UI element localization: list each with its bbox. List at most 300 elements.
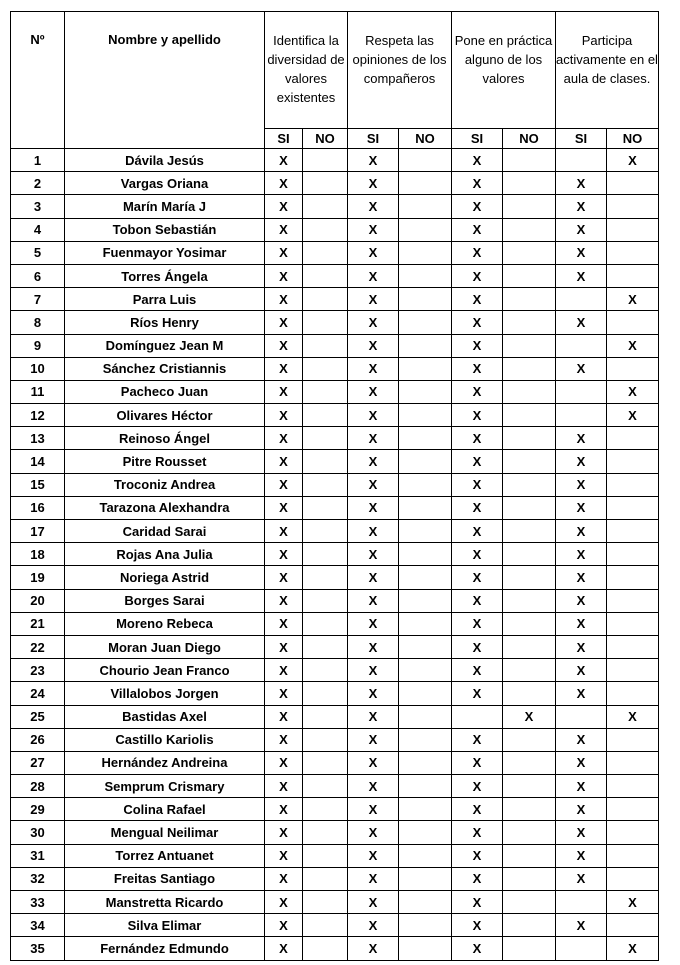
mark-si-cell: X — [348, 520, 399, 543]
mark-si-cell: X — [348, 937, 399, 960]
mark-si-cell: X — [265, 566, 303, 589]
table-row — [11, 450, 659, 473]
mark-si-cell: X — [348, 914, 399, 937]
mark-si-cell: X — [265, 334, 303, 357]
mark-si-cell: X — [452, 195, 503, 218]
table-row — [11, 659, 659, 682]
mark-si-cell: X — [265, 149, 303, 172]
mark-si-cell: X — [265, 751, 303, 774]
mark-no-cell: X — [607, 149, 659, 172]
student-name: Noriega Astrid — [65, 566, 265, 589]
mark-si-cell: X — [265, 195, 303, 218]
student-name: Fernández Edmundo — [65, 937, 265, 960]
mark-no-cell — [607, 867, 659, 890]
student-name: Borges Sarai — [65, 589, 265, 612]
mark-si-cell: X — [556, 450, 607, 473]
mark-si-cell: X — [452, 427, 503, 450]
mark-si-cell: X — [348, 218, 399, 241]
mark-si-cell: X — [348, 867, 399, 890]
mark-si-cell — [556, 334, 607, 357]
mark-no-cell — [303, 264, 348, 287]
mark-no-cell — [399, 775, 452, 798]
mark-si-cell: X — [348, 264, 399, 287]
mark-si-cell: X — [452, 380, 503, 403]
row-number: 27 — [11, 751, 65, 774]
mark-si-cell: X — [265, 380, 303, 403]
mark-no-cell — [399, 311, 452, 334]
mark-si-cell: X — [452, 867, 503, 890]
row-number: 17 — [11, 520, 65, 543]
mark-no-cell — [503, 427, 556, 450]
mark-no-cell — [503, 288, 556, 311]
table-row — [11, 427, 659, 450]
mark-si-cell: X — [348, 682, 399, 705]
table-row — [11, 937, 659, 960]
row-number: 2 — [11, 172, 65, 195]
mark-no-cell — [303, 450, 348, 473]
mark-si-cell: X — [265, 427, 303, 450]
mark-no-cell — [503, 844, 556, 867]
mark-no-cell: X — [607, 937, 659, 960]
mark-no-cell — [607, 427, 659, 450]
mark-si-cell: X — [265, 589, 303, 612]
mark-si-cell: X — [348, 311, 399, 334]
mark-si-cell: X — [265, 635, 303, 658]
mark-no-cell: X — [607, 334, 659, 357]
mark-no-cell — [503, 218, 556, 241]
mark-no-cell — [399, 334, 452, 357]
mark-no-cell — [399, 218, 452, 241]
mark-si-cell: X — [348, 334, 399, 357]
mark-no-cell — [399, 705, 452, 728]
mark-si-cell: X — [556, 914, 607, 937]
mark-no-cell — [399, 520, 452, 543]
mark-si-cell — [556, 891, 607, 914]
mark-no-cell — [399, 635, 452, 658]
table-row — [11, 798, 659, 821]
mark-si-cell: X — [556, 589, 607, 612]
mark-si-cell: X — [452, 264, 503, 287]
mark-no-cell — [303, 241, 348, 264]
mark-si-cell: X — [348, 659, 399, 682]
student-name: Silva Elimar — [65, 914, 265, 937]
mark-si-cell: X — [265, 844, 303, 867]
mark-no-cell — [399, 450, 452, 473]
mark-no-cell — [399, 914, 452, 937]
student-name: Fuenmayor Yosimar — [65, 241, 265, 264]
mark-si-cell: X — [452, 450, 503, 473]
mark-si-cell: X — [556, 751, 607, 774]
table-row — [11, 195, 659, 218]
header-criterion-3: Pone en práctica alguno de los valores — [452, 12, 556, 129]
mark-si-cell: X — [556, 775, 607, 798]
mark-no-cell — [303, 543, 348, 566]
mark-si-cell: X — [348, 751, 399, 774]
student-name: Tobon Sebastián — [65, 218, 265, 241]
mark-no-cell — [399, 380, 452, 403]
student-name: Freitas Santiago — [65, 867, 265, 890]
student-name: Olivares Héctor — [65, 404, 265, 427]
table-row — [11, 821, 659, 844]
mark-si-cell: X — [452, 566, 503, 589]
mark-no-cell — [399, 867, 452, 890]
student-name: Dávila Jesús — [65, 149, 265, 172]
mark-si-cell: X — [265, 404, 303, 427]
mark-si-cell: X — [452, 751, 503, 774]
row-number: 12 — [11, 404, 65, 427]
table-row — [11, 404, 659, 427]
mark-si-cell: X — [348, 775, 399, 798]
row-number: 23 — [11, 659, 65, 682]
row-number: 1 — [11, 149, 65, 172]
mark-si-cell: X — [348, 844, 399, 867]
header-no: NO — [303, 129, 348, 149]
row-number: 25 — [11, 705, 65, 728]
table-row — [11, 334, 659, 357]
mark-no-cell — [503, 380, 556, 403]
mark-no-cell — [303, 566, 348, 589]
mark-no-cell — [303, 195, 348, 218]
mark-no-cell — [303, 891, 348, 914]
mark-no-cell — [303, 612, 348, 635]
mark-no-cell — [503, 566, 556, 589]
mark-no-cell — [303, 357, 348, 380]
mark-no-cell — [303, 404, 348, 427]
header-no: NO — [503, 129, 556, 149]
student-name: Ríos Henry — [65, 311, 265, 334]
mark-no-cell — [503, 867, 556, 890]
header-criterion-4: Participa activamente en el aula de clases. — [556, 12, 659, 129]
mark-no-cell — [607, 520, 659, 543]
mark-si-cell: X — [556, 682, 607, 705]
mark-no-cell — [399, 241, 452, 264]
mark-no-cell — [303, 635, 348, 658]
mark-no-cell — [503, 798, 556, 821]
mark-si-cell: X — [452, 589, 503, 612]
mark-no-cell — [607, 496, 659, 519]
mark-si-cell: X — [452, 404, 503, 427]
mark-no-cell — [399, 543, 452, 566]
row-number: 22 — [11, 635, 65, 658]
row-number: 19 — [11, 566, 65, 589]
student-name: Colina Rafael — [65, 798, 265, 821]
row-number: 29 — [11, 798, 65, 821]
table-row — [11, 612, 659, 635]
mark-si-cell: X — [348, 172, 399, 195]
mark-no-cell — [607, 264, 659, 287]
mark-no-cell — [607, 195, 659, 218]
header-si: SI — [556, 129, 607, 149]
mark-no-cell: X — [607, 891, 659, 914]
table-row — [11, 589, 659, 612]
mark-no-cell — [607, 543, 659, 566]
mark-no-cell — [303, 659, 348, 682]
mark-no-cell — [503, 357, 556, 380]
mark-si-cell: X — [265, 798, 303, 821]
mark-no-cell — [607, 914, 659, 937]
mark-si-cell: X — [556, 473, 607, 496]
table-row — [11, 728, 659, 751]
header-criterion-2: Respeta las opiniones de los compañeros — [348, 12, 452, 129]
mark-si-cell: X — [265, 659, 303, 682]
mark-no-cell — [399, 473, 452, 496]
mark-si-cell: X — [348, 728, 399, 751]
row-number: 32 — [11, 867, 65, 890]
mark-si-cell: X — [265, 937, 303, 960]
table-row — [11, 751, 659, 774]
mark-no-cell — [399, 682, 452, 705]
table-row — [11, 635, 659, 658]
student-name: Mengual Neilimar — [65, 821, 265, 844]
row-number: 21 — [11, 612, 65, 635]
mark-si-cell: X — [265, 821, 303, 844]
table-row — [11, 543, 659, 566]
mark-no-cell — [503, 473, 556, 496]
mark-si-cell — [556, 705, 607, 728]
table-row — [11, 520, 659, 543]
mark-si-cell: X — [265, 682, 303, 705]
mark-no-cell — [399, 728, 452, 751]
header-si: SI — [348, 129, 399, 149]
mark-si-cell: X — [348, 404, 399, 427]
mark-si-cell: X — [265, 891, 303, 914]
mark-no-cell — [303, 288, 348, 311]
mark-no-cell — [607, 682, 659, 705]
student-name: Sánchez Cristiannis — [65, 357, 265, 380]
mark-si-cell: X — [452, 520, 503, 543]
header-number: Nº — [11, 12, 65, 149]
mark-no-cell — [399, 288, 452, 311]
mark-no-cell — [399, 357, 452, 380]
mark-si-cell — [452, 705, 503, 728]
row-number: 18 — [11, 543, 65, 566]
mark-no-cell — [303, 311, 348, 334]
mark-si-cell — [556, 937, 607, 960]
table-row — [11, 264, 659, 287]
mark-si-cell: X — [265, 288, 303, 311]
mark-no-cell — [399, 821, 452, 844]
mark-si-cell: X — [556, 311, 607, 334]
mark-si-cell: X — [265, 172, 303, 195]
mark-si-cell: X — [348, 195, 399, 218]
mark-no-cell — [303, 821, 348, 844]
mark-no-cell — [503, 659, 556, 682]
table-row — [11, 844, 659, 867]
mark-si-cell: X — [452, 635, 503, 658]
mark-no-cell — [607, 635, 659, 658]
row-number: 31 — [11, 844, 65, 867]
mark-si-cell: X — [265, 612, 303, 635]
mark-si-cell: X — [452, 937, 503, 960]
mark-no-cell — [503, 821, 556, 844]
mark-no-cell — [607, 751, 659, 774]
student-name: Marín María J — [65, 195, 265, 218]
mark-si-cell: X — [556, 427, 607, 450]
mark-si-cell: X — [265, 473, 303, 496]
mark-no-cell — [503, 334, 556, 357]
mark-no-cell — [503, 149, 556, 172]
mark-no-cell — [607, 357, 659, 380]
mark-si-cell: X — [556, 357, 607, 380]
mark-si-cell: X — [556, 218, 607, 241]
mark-si-cell: X — [556, 566, 607, 589]
student-name: Castillo Kariolis — [65, 728, 265, 751]
mark-no-cell — [607, 172, 659, 195]
mark-si-cell: X — [452, 612, 503, 635]
mark-si-cell: X — [348, 357, 399, 380]
evaluation-table — [10, 11, 659, 961]
mark-si-cell: X — [556, 844, 607, 867]
student-name: Reinoso Ángel — [65, 427, 265, 450]
mark-si-cell: X — [265, 241, 303, 264]
mark-si-cell: X — [556, 264, 607, 287]
mark-si-cell: X — [452, 543, 503, 566]
mark-si-cell: X — [348, 612, 399, 635]
mark-no-cell — [399, 751, 452, 774]
mark-si-cell: X — [265, 218, 303, 241]
mark-si-cell: X — [348, 496, 399, 519]
mark-si-cell: X — [452, 496, 503, 519]
mark-no-cell — [503, 496, 556, 519]
mark-no-cell — [503, 520, 556, 543]
mark-si-cell: X — [348, 473, 399, 496]
mark-no-cell — [399, 496, 452, 519]
mark-si-cell: X — [452, 914, 503, 937]
mark-no-cell — [399, 798, 452, 821]
mark-si-cell: X — [556, 867, 607, 890]
row-number: 35 — [11, 937, 65, 960]
mark-no-cell — [399, 195, 452, 218]
student-name: Manstretta Ricardo — [65, 891, 265, 914]
mark-no-cell — [399, 659, 452, 682]
mark-no-cell — [503, 543, 556, 566]
mark-si-cell: X — [452, 891, 503, 914]
mark-si-cell: X — [452, 798, 503, 821]
mark-no-cell — [503, 635, 556, 658]
mark-si-cell: X — [452, 775, 503, 798]
mark-no-cell — [303, 427, 348, 450]
mark-si-cell: X — [556, 172, 607, 195]
row-number: 4 — [11, 218, 65, 241]
student-name: Moran Juan Diego — [65, 635, 265, 658]
mark-no-cell — [503, 264, 556, 287]
row-number: 6 — [11, 264, 65, 287]
mark-no-cell — [607, 821, 659, 844]
mark-no-cell — [503, 751, 556, 774]
header-no: NO — [399, 129, 452, 149]
header-name: Nombre y apellido — [65, 12, 265, 149]
mark-no-cell — [607, 566, 659, 589]
header-no: NO — [607, 129, 659, 149]
row-number: 34 — [11, 914, 65, 937]
mark-no-cell — [607, 798, 659, 821]
mark-no-cell — [607, 473, 659, 496]
student-name: Rojas Ana Julia — [65, 543, 265, 566]
mark-si-cell: X — [556, 728, 607, 751]
mark-no-cell — [503, 404, 556, 427]
mark-si-cell — [556, 288, 607, 311]
row-number: 7 — [11, 288, 65, 311]
student-name: Tarazona Alexhandra — [65, 496, 265, 519]
mark-si-cell: X — [265, 520, 303, 543]
mark-no-cell — [303, 775, 348, 798]
mark-no-cell — [503, 914, 556, 937]
mark-si-cell: X — [452, 334, 503, 357]
mark-si-cell: X — [452, 241, 503, 264]
table-row — [11, 288, 659, 311]
mark-si-cell: X — [556, 798, 607, 821]
mark-no-cell — [399, 937, 452, 960]
student-name: Troconiz Andrea — [65, 473, 265, 496]
mark-si-cell: X — [265, 705, 303, 728]
mark-si-cell: X — [265, 357, 303, 380]
mark-no-cell — [503, 241, 556, 264]
mark-si-cell: X — [452, 844, 503, 867]
mark-no-cell: X — [607, 705, 659, 728]
mark-si-cell: X — [556, 659, 607, 682]
mark-si-cell: X — [348, 891, 399, 914]
mark-no-cell — [399, 891, 452, 914]
mark-si-cell: X — [348, 635, 399, 658]
mark-si-cell: X — [452, 821, 503, 844]
mark-no-cell — [399, 264, 452, 287]
mark-si-cell: X — [348, 380, 399, 403]
mark-no-cell — [303, 172, 348, 195]
mark-si-cell: X — [556, 241, 607, 264]
mark-no-cell — [399, 566, 452, 589]
mark-no-cell — [607, 775, 659, 798]
mark-no-cell — [303, 520, 348, 543]
row-number: 5 — [11, 241, 65, 264]
mark-si-cell: X — [348, 450, 399, 473]
mark-no-cell: X — [607, 404, 659, 427]
table-row — [11, 914, 659, 937]
mark-si-cell: X — [348, 149, 399, 172]
mark-no-cell — [303, 589, 348, 612]
mark-no-cell — [303, 728, 348, 751]
mark-si-cell: X — [452, 172, 503, 195]
student-name: Bastidas Axel — [65, 705, 265, 728]
mark-no-cell: X — [607, 288, 659, 311]
mark-no-cell — [303, 149, 348, 172]
mark-no-cell: X — [503, 705, 556, 728]
mark-no-cell — [303, 334, 348, 357]
mark-no-cell — [399, 172, 452, 195]
mark-no-cell — [607, 218, 659, 241]
header-si: SI — [452, 129, 503, 149]
mark-no-cell — [503, 937, 556, 960]
student-name: Caridad Sarai — [65, 520, 265, 543]
mark-si-cell: X — [348, 241, 399, 264]
mark-si-cell — [556, 380, 607, 403]
mark-si-cell: X — [265, 264, 303, 287]
table-row — [11, 380, 659, 403]
mark-si-cell: X — [556, 821, 607, 844]
mark-no-cell — [503, 612, 556, 635]
mark-no-cell — [607, 311, 659, 334]
mark-no-cell — [303, 914, 348, 937]
table-row — [11, 241, 659, 264]
row-number: 8 — [11, 311, 65, 334]
table-row — [11, 682, 659, 705]
mark-no-cell — [303, 380, 348, 403]
student-name: Torres Ángela — [65, 264, 265, 287]
mark-si-cell: X — [348, 798, 399, 821]
table-row — [11, 775, 659, 798]
mark-si-cell: X — [452, 473, 503, 496]
mark-no-cell — [503, 589, 556, 612]
table-row — [11, 357, 659, 380]
